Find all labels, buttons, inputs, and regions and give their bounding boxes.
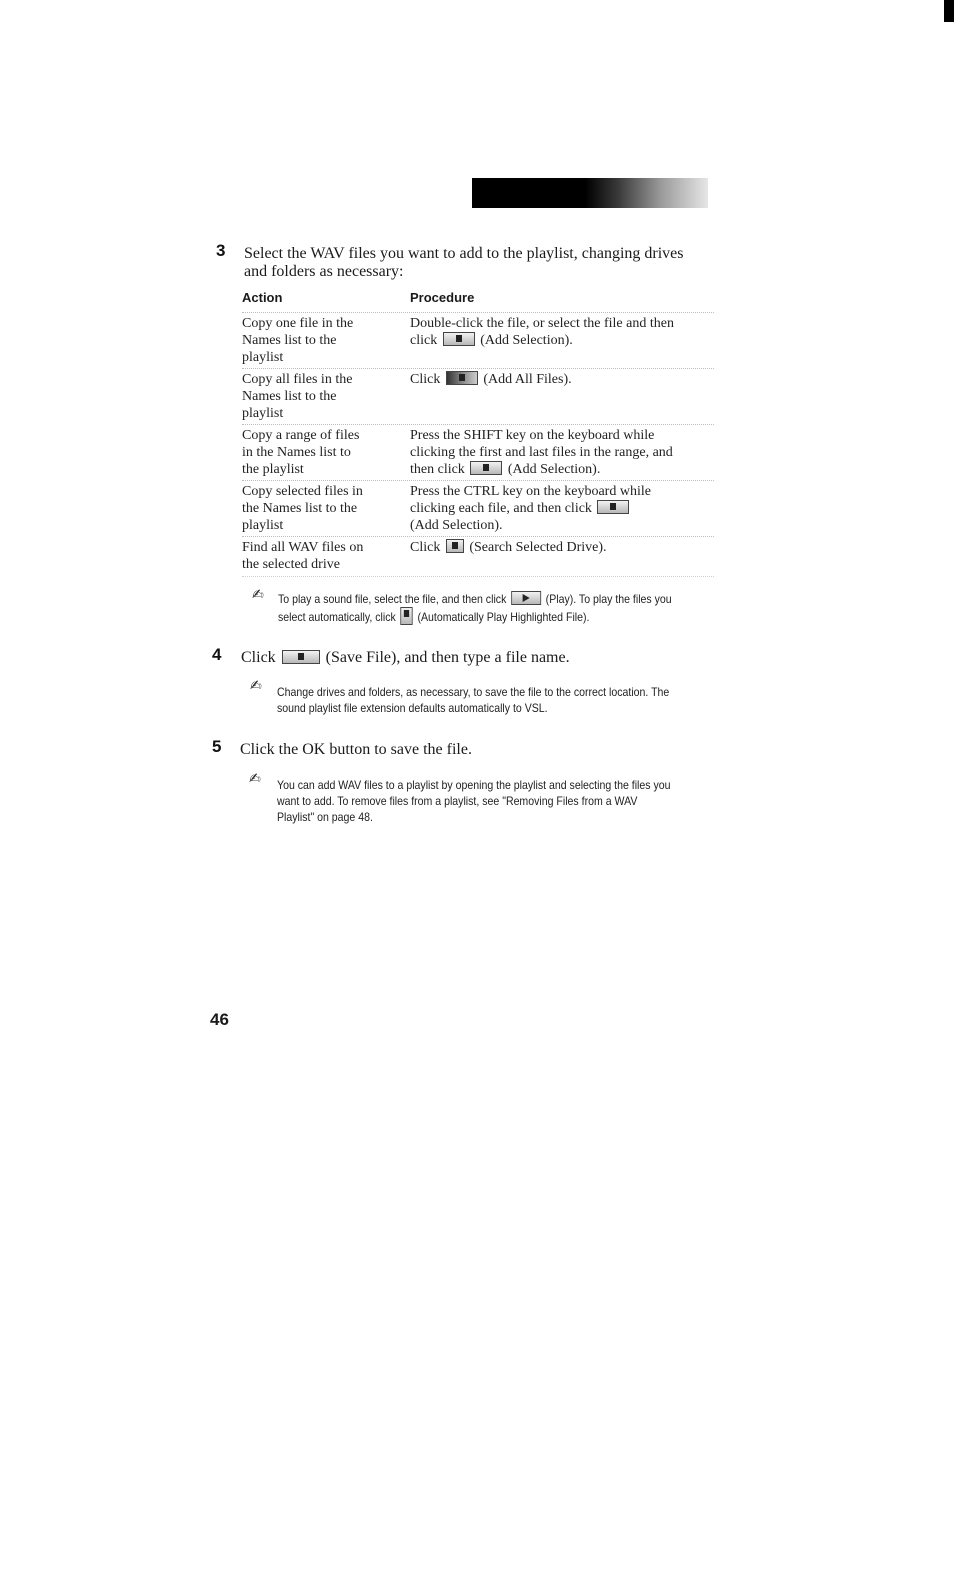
page-edge-mark [944, 0, 954, 22]
add-selection-button-icon [597, 500, 629, 514]
note-save: Change drives and folders, as necessary, to save the file to the correct location. The sound playlist file extension defaults automatically to VSL. [277, 685, 670, 715]
action-cell: Copy a range of files in the Names list to the playlist [242, 428, 360, 477]
procedure-cell: Click (Search Selected Drive). [410, 540, 607, 555]
procedure-cell: Double-click the file, or select the file and then click (Add Selection). [410, 316, 674, 348]
procedure-cell: Press the SHIFT key on the keyboard while clicking the first and last files in the range, and then click (Add Selection). [410, 428, 673, 477]
step-5-number: 5 [212, 737, 222, 756]
action-cell: Find all WAV files on the selected drive [242, 540, 364, 572]
pencil-hand-icon: ✍ [249, 771, 261, 787]
procedure-cell: Press the CTRL key on the keyboard while clicking each file, and then click (Add Selection). [410, 484, 651, 533]
play-button-icon [511, 591, 541, 605]
pencil-hand-icon: ✍ [250, 678, 262, 694]
header-action: Action [242, 290, 283, 305]
header-procedure: Procedure [410, 290, 475, 305]
auto-play-button-icon [400, 607, 412, 625]
step-4-text: Click (Save File), and then type a file name. [241, 649, 570, 666]
step-4-number: 4 [212, 645, 222, 664]
table-bottom-rule [242, 576, 714, 577]
table-row [242, 368, 714, 425]
procedure-cell: Click (Add All Files). [410, 372, 572, 387]
step-3-line-1: Select the WAV files you want to add to the playlist, changing drives [244, 245, 684, 262]
action-cell: Copy one file in the Names list to the playlist [242, 316, 354, 365]
search-drive-button-icon [446, 539, 464, 553]
action-cell: Copy all files in the Names list to the playlist [242, 372, 353, 421]
pencil-hand-icon: ✍ [252, 587, 264, 603]
add-selection-button-icon [443, 332, 475, 346]
note-add-remove: You can add WAV files to a playlist by opening the playlist and selecting the files you want to add. To remove files from a playlist, see "Removing Files from a WAV Playlist" on page 48. [277, 778, 671, 824]
action-cell: Copy selected files in the Names list to the playlist [242, 484, 363, 533]
step-3-number: 3 [216, 241, 226, 260]
add-all-files-button-icon [446, 371, 478, 385]
step-5-text: Click the OK button to save the file. [240, 741, 472, 758]
table-row [242, 536, 714, 577]
page-number: 46 [210, 1010, 229, 1029]
header-gradient-bar [472, 178, 708, 208]
note-play: To play a sound file, select the file, and then click (Play). To play the files you select automatically, click (Automatically Play Highlighted File). [278, 592, 672, 624]
table-row [242, 424, 714, 481]
table-row [242, 312, 714, 369]
step-3-line-2: and folders as necessary: [244, 263, 404, 280]
table-row [242, 480, 714, 537]
save-file-button-icon [282, 650, 320, 664]
add-selection-button-icon [470, 461, 502, 475]
